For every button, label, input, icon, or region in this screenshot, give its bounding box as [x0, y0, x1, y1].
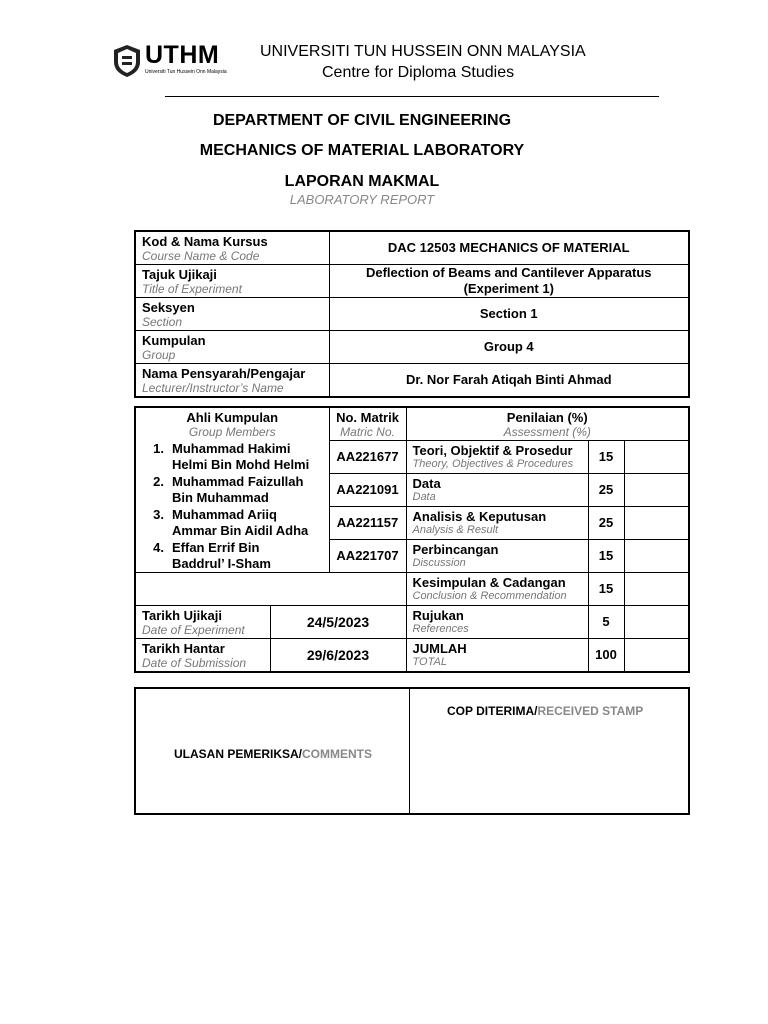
department-title: DEPARTMENT OF CIVIL ENGINEERING: [212, 112, 512, 129]
blank-cell: [135, 573, 406, 606]
assessment-label: JUMLAH: [412, 641, 467, 656]
members-header-row: [135, 407, 689, 441]
member-number: 2.: [153, 474, 164, 489]
table-row: [135, 606, 689, 639]
assessment-label: Teori, Objektif & Prosedur: [412, 443, 573, 458]
assessment-label-cell: [406, 573, 588, 606]
member-name-line2: Ammar Bin Aidil Adha: [172, 523, 309, 538]
member-name-line1: Muhammad Faizullah: [172, 474, 304, 489]
assessment-sublabel: Discussion: [412, 557, 466, 569]
group-row: [135, 331, 689, 364]
lecturer-label-cell: [135, 364, 329, 398]
table-row: [135, 573, 689, 606]
logo-subtext: Universiti Tun Hussein Onn Malaysia: [145, 69, 227, 75]
assessment-mark: 15: [588, 540, 624, 573]
course-value: DAC 12503 MECHANICS OF MATERIAL: [329, 231, 689, 265]
date-submission-value: 29/6/2023: [270, 639, 406, 673]
member-name-line2: Helmi Bin Mohd Helmi: [172, 457, 310, 472]
member-matric: AA221677: [329, 441, 406, 474]
lecturer-sublabel: Lecturer/Instructor’s Name: [142, 380, 284, 395]
assessment-label: Data: [412, 476, 441, 491]
score-input[interactable]: [624, 540, 689, 573]
group-value: Group 4: [329, 331, 689, 364]
member-name: [135, 540, 329, 573]
assessment-label-cell: [406, 441, 588, 474]
uthm-logo: [113, 41, 233, 78]
group-label-cell: [135, 331, 329, 364]
section-value: Section 1: [329, 298, 689, 331]
title-value-line2: (Experiment 1): [463, 281, 554, 296]
received-label-en: RECEIVED STAMP: [537, 704, 644, 718]
member-name-line1: Muhammad Ariiq: [172, 507, 277, 522]
assessment-label: Kesimpulan & Cadangan: [412, 575, 566, 590]
table-row: [135, 507, 689, 540]
report-title: LAPORAN MAKMAL: [284, 173, 440, 190]
score-input[interactable]: [624, 639, 689, 673]
member-matric: AA221157: [329, 507, 406, 540]
table-row: [135, 474, 689, 507]
date-experiment-sublabel: Date of Experiment: [142, 622, 245, 637]
assessment-sublabel: References: [412, 623, 469, 635]
members-header-cell: [135, 407, 329, 441]
date-submission-sublabel: Date of Submission: [142, 655, 247, 670]
course-info-table: [134, 230, 690, 398]
members-assessment-table: [134, 406, 690, 673]
date-submission-label-cell: [135, 639, 270, 673]
score-input[interactable]: [624, 507, 689, 540]
assessment-sublabel: Analysis & Result: [412, 524, 499, 536]
member-number: 1.: [153, 441, 164, 456]
score-input[interactable]: [624, 606, 689, 639]
course-label: Kod & Nama Kursus: [142, 233, 268, 249]
assessment-label: Rujukan: [412, 608, 464, 623]
received-stamp-label: [447, 704, 643, 718]
title-value-line1: Deflection of Beams and Cantilever Apparatus: [365, 265, 652, 280]
assessment-mark: 5: [588, 606, 624, 639]
member-matric: AA221091: [329, 474, 406, 507]
centre-name: Centre for Diploma Studies: [322, 64, 515, 81]
comments-label: [174, 747, 372, 761]
title-label: Tajuk Ujikaji: [142, 266, 217, 282]
assessment-label-cell: [406, 474, 588, 507]
member-matric: AA221707: [329, 540, 406, 573]
section-sublabel: Section: [142, 314, 183, 329]
assessment-sublabel: Theory, Objectives & Procedures: [412, 458, 574, 470]
score-input[interactable]: [624, 474, 689, 507]
lab-title: MECHANICS OF MATERIAL LABORATORY: [199, 142, 525, 159]
comments-label-en: COMMENTS: [302, 747, 373, 761]
assessment-label-cell: [406, 540, 588, 573]
lecturer-label: Nama Pensyarah/Pengajar: [142, 365, 306, 381]
table-row: [135, 540, 689, 573]
assessment-label: Analisis & Keputusan: [412, 509, 547, 524]
lecturer-value: Dr. Nor Farah Atiqah Binti Ahmad: [329, 364, 689, 398]
assessment-mark: 15: [588, 441, 624, 474]
assessment-mark: 100: [588, 639, 624, 673]
matric-header-cell: [329, 407, 406, 441]
member-name: [135, 441, 329, 474]
logo-wordmark: UTHM: [145, 41, 220, 69]
title-label-cell: [135, 265, 329, 298]
stamp-divider: [409, 689, 410, 813]
member-number: 4.: [153, 539, 164, 555]
course-label-cell: [135, 231, 329, 265]
title-sublabel: Title of Experiment: [142, 281, 242, 296]
assessment-sublabel: Data: [412, 491, 436, 503]
assessment-sublabel: Conclusion & Recommendation: [412, 590, 567, 602]
assessment-label-cell: [406, 639, 588, 673]
member-name-line2: Baddrul’ I-Sham: [172, 555, 271, 571]
date-experiment-label-cell: [135, 606, 270, 639]
table-row: [135, 441, 689, 474]
member-name-line1: Effan Errif Bin: [172, 539, 260, 555]
title-row: [135, 265, 689, 298]
member-name: [135, 507, 329, 540]
group-label: Kumpulan: [142, 332, 206, 348]
assessment-label-cell: [406, 507, 588, 540]
assessment-header-cell: [406, 407, 689, 441]
assessment-sublabel: TOTAL: [412, 656, 447, 668]
assessment-mark: 25: [588, 507, 624, 540]
assessment-header: Penilaian (%): [506, 409, 588, 425]
lecturer-row: [135, 364, 689, 398]
header-rule: [165, 96, 659, 97]
assessment-mark: 15: [588, 573, 624, 606]
members-header: Ahli Kumpulan: [186, 409, 279, 425]
date-experiment-value: 24/5/2023: [270, 606, 406, 639]
assessment-subheader: Assessment (%): [503, 424, 591, 439]
section-row: [135, 298, 689, 331]
members-subheader: Group Members: [188, 424, 276, 439]
course-sublabel: Course Name & Code: [142, 248, 260, 263]
matric-subheader: Matric No.: [340, 424, 395, 439]
comments-stamp-box: [134, 687, 690, 815]
received-label-ms: COP DITERIMA/: [447, 704, 538, 718]
section-label-cell: [135, 298, 329, 331]
table-row: [135, 639, 689, 673]
report-subtitle: LABORATORY REPORT: [289, 192, 435, 207]
assessment-label-cell: [406, 606, 588, 639]
member-number: 3.: [153, 507, 164, 522]
section-label: Seksyen: [142, 299, 195, 315]
course-row: [135, 231, 689, 265]
assessment-label: Perbincangan: [412, 542, 499, 557]
university-name: UNIVERSITI TUN HUSSEIN ONN MALAYSIA: [260, 43, 586, 60]
score-input[interactable]: [624, 441, 689, 474]
group-sublabel: Group: [142, 347, 176, 362]
shield-crest-icon: [113, 44, 141, 78]
member-name-line1: Muhammad Hakimi: [172, 441, 291, 456]
member-name: [135, 474, 329, 507]
comments-label-ms: ULASAN PEMERIKSA/: [174, 747, 303, 761]
assessment-mark: 25: [588, 474, 624, 507]
matric-header: No. Matrik: [336, 409, 399, 425]
member-name-line2: Bin Muhammad: [172, 490, 269, 505]
date-submission-label: Tarikh Hantar: [142, 640, 225, 656]
title-value-cell: [329, 265, 689, 298]
date-experiment-label: Tarikh Ujikaji: [142, 607, 222, 623]
score-input[interactable]: [624, 573, 689, 606]
